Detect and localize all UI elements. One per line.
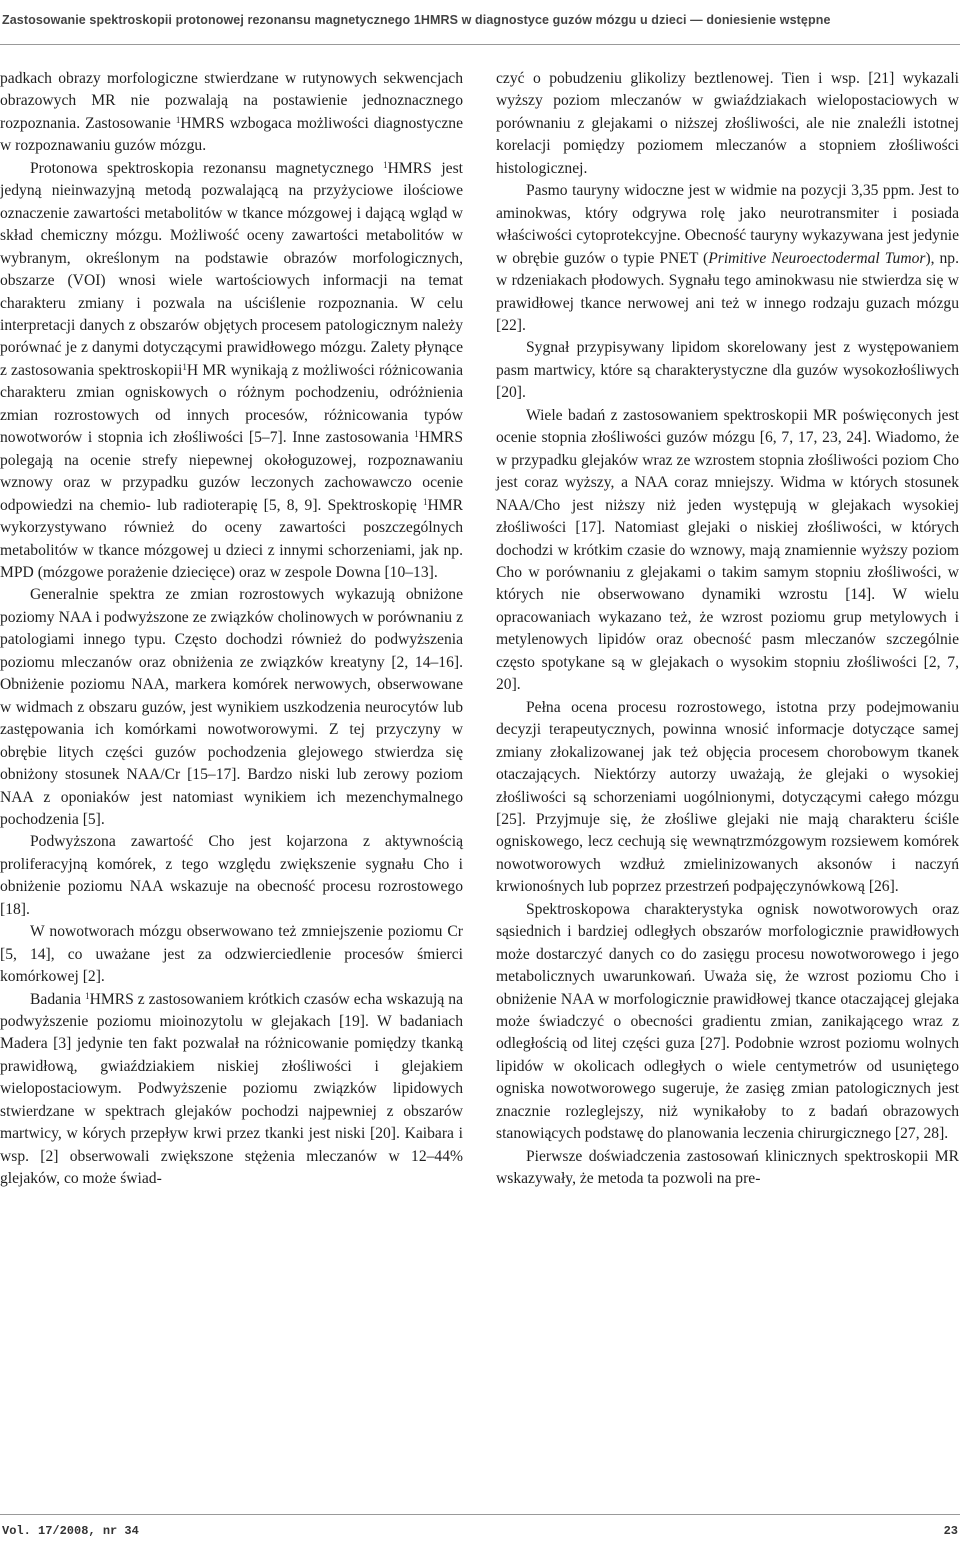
- paragraph: czyć o pobudzeniu glikolizy beztlenowej. Tien i wsp. [21] wykazali wyższy poziom mleczanów w gwiaździakach wielopostaciowych w porównaniu z glejakami o niższej złośliwości, ale nie znaleźli istotnej korelacji pomiędzy poziomem mleczanów a stopniem złośliwości histologicznej.: [496, 70, 959, 177]
- text-run: padkach obrazy morfologiczne stwierdzane w rutynowych sekwencjach obrazowych MR nie pozwalają na postawienie jednoznacznego rozpoznania. Zastosowanie: [0, 70, 463, 132]
- paragraph: Pełna ocena procesu rozrostowego, istotna przy podejmowaniu decyzji terapeutycznych, powinna wnosić informacje dotyczące samej zmiany złokalizowanej jak też objęcia procesem chorobowym tkanek otaczających. Niektórzy autorzy uważają, że glejaki o wysokiej złośliwości są schorzeniami uogólnionymi, dotyczącymi całego mózgu [25]. Przyjmuje się, że złośliwe glejaki nie mają charakteru ściśle ogniskowego, lecz cechują się wewnątrzmózgowym rozsiewem komórek nowotworowych wzdłuż zmielinizowanych aksonów i naczyń krwionośnych lub poprzez przestrzeń podpajęczynówkową [26].: [496, 698, 959, 896]
- right-column: [496, 68, 959, 1191]
- text-run: HMRS polegają na ocenie strefy niepewnej okołoguzowej, rozpoznawaniu wznowy oraz w przypadku guzów leczonych zachowawczo ocenie odpowiedzi na chemio- lub radioterapię [5, 8, 9]. Spektroskopię: [0, 429, 463, 514]
- superscript: 1: [422, 496, 428, 507]
- text-run: HMRS wzbogaca możliwości diagnostyczne w rozpoznawaniu guzów mózgu.: [0, 114, 464, 155]
- superscript: 1: [85, 990, 90, 1001]
- paragraph: W nowotworach mózgu obserwowano też zmniejszenie poziomu Cr [5, 14], co uważane jest za odzwierciedlenie procesów śmierci komórkowej [2].: [0, 923, 463, 986]
- paragraph: [0, 158, 463, 585]
- superscript: 1: [414, 429, 419, 440]
- left-column: [0, 68, 463, 1191]
- text-run: H MR wynikają z możliwości różnicowania charakteru zmian ogniskowych o różnym pochodzeniu, odróżnienia zmian rozrostowych od innych procesów, różnicowania typów nowotworów i stopnia ich złośliwości [5–7]. Inne zastosowania: [0, 361, 463, 447]
- paragraph: Generalnie spektra ze zmian rozrostowych wykazują obniżone poziomy NAA i podwyższone ze związków cholinowych w porównaniu z patologiami innego typu. Często dochodzi również do podwyższenia poziomu mleczanów oraz obniżenia ze związków kreatyny [2, 14–16]. Obniżenie poziomu NAA, markera komórek nerwowych, obserwowane w widmach z obszaru guzów, jest wynikiem uszkodzenia neurocytów lub zastępowania ich komórkami nowotworowymi. Z tej przyczyny w obrębie litych części guzów pochodzenia glejowego stwierdza się obniżony stosunek NAA/Cr [15–17]. Bardzo niski lub zerowy poziom NAA z oponiaków jest natomiast wynikiem ich mezenchymalnego pochodzenia [5].: [0, 586, 463, 828]
- paragraph: Wiele badań z zastosowaniem spektroskopii MR poświęconych jest ocenie stopnia złośliwości guzów mózgu [6, 7, 17, 23, 24]. Wiadomo, że w przypadku glejaków wraz ze wzrostem stopnia złośliwości poziom Cho jest coraz wyższy, a NAA coraz mniejszy. Widma w których stosunek NAA/Cho jest niższy niż jeden występują w glejakach wysokiej złośliwości [17]. Natomiast glejaki o niskiej złośliwości, w których dochodzi w krótkim czasie do wznowy, mają znamiennie wyższy poziom Cho w porównaniu z glejakami o takim samym stopniu złośliwości, w których nie obserwowano dynamiki wzrostu [14]. W wielu opracowaniach wykazano też, że wzrost poziomu grup metylowych i metylenowych lipidów oraz obecność pasm mleczanów szczególnie często spotykane są w glejakach o wysokim stopniu złośliwości [2, 7, 20].: [496, 406, 959, 694]
- paragraph: Pierwsze doświadczenia zastosowań klinicznych spektroskopii MR wskazywały, że metoda ta pozwoli na pre-: [496, 1147, 959, 1188]
- paragraph: [496, 180, 959, 337]
- journal-issue: Vol. 17/2008, nr 34: [2, 1524, 139, 1538]
- italic-term: Primitive Neuroectodermal Tumor: [708, 249, 926, 267]
- superscript: 1: [383, 159, 388, 170]
- text-run: Protonowa spektroskopia rezonansu magnetycznego: [30, 159, 384, 177]
- paragraph: Sygnał przypisywany lipidom skorelowany jest z występowaniem pasm martwicy, które są charakterystyczne dla guzów wysokozłośliwych [20].: [496, 339, 959, 402]
- superscript: 1: [175, 114, 181, 125]
- text-run: Pasmo tauryny widoczne jest w widmie na pozycji 3,35 ppm. Jest to aminokwas, który odgrywa rolę jako neurotransmiter i posiada właściwości cytoprotekcyjne. Obecność tauryny wykazywana jest jedynie w obrębie guzów o typie PNET (: [496, 182, 959, 267]
- footer-rule: [0, 1514, 960, 1515]
- text-run: HMRS jest jedyną nieinwazyjną metodą pozwalającą na przyżyciowe ilościowe oznaczenie zawartości metabolitów w tkance mózgowej i dającą wgląd w skład chemiczny mózgu. Możliwość oceny zawartości metabolitów w wybranym, określonym na podstawie obrazów morfologicznych, obszarze (VOI) wnosi wiele wartościowych informacji na temat charakteru zmiany i pozwala na uściślenie rozpoznania. W celu interpretacji danych z obszarów objętych procesem patologicznym należy porównać je z danymi dotyczącymi prawidłowego mózgu. Zalety płynące z zastosowania spektroskopii: [0, 159, 463, 379]
- running-header: Zastosowanie spektroskopii protonowej rezonansu magnetycznego 1HMRS w diagnostyce guzów mózgu u dzieci — doniesienie wstępne: [2, 13, 831, 27]
- superscript: 1: [182, 361, 187, 372]
- paragraph: [0, 989, 463, 1191]
- header-rule: [0, 44, 960, 45]
- paragraph: Podwyższona zawartość Cho jest kojarzona z aktywnością proliferacyjną komórek, z tego względu zwiększenie sygnału Cho i obniżenie poziomu NAA wskazuje na obecność procesu rozrostowego [18].: [0, 833, 463, 918]
- text-run: HMR wykorzystywano również do oceny zawartości poszczególnych metabolitów w tkance mózgowej u dzieci z innymi schorzeniami, jak np. MPD (mózgowe porażenie dziecięce) oraz w zespole Downa [10–13].: [0, 496, 463, 581]
- text-run: ), np. w rdzeniakach płodowych. Sygnału tego aminokwasu nie stwierdza się w prawidłowej tkance nerwowej ani też w innego rodzaju guzach mózgu [22].: [496, 249, 959, 334]
- text-run: Badania: [30, 990, 86, 1008]
- page-number: 23: [943, 1524, 958, 1538]
- page-footer: [0, 1520, 960, 1540]
- paragraph: Spektroskopowa charakterystyka ognisk nowotworowych oraz sąsiednich i bardziej odległych obszarów morfologicznie prawidłowych może dostarczyć danych co do zasięgu procesu nowotworowego i jego metabolicznych uwarunkowań. Uważa się, że wzrost poziomu Cho i obniżenie NAA w morfologicznie prawidłowej tkance otaczającej glejaka może świadczyć o obecności gradientu zmian, zanikającego wraz z odległością od litej części guza [27]. Podobnie wzrost poziomu wolnych lipidów w okolicach odległych o wiele centymetrów od usuniętego ogniska nowotworowego sugeruje, że zasięg zmian patologicznych jest znacznie rozleglejszy, niż wynikałoby to z badań obrazowych stanowiących podstawę do planowania leczenia chirurgicznego [27, 28].: [496, 900, 959, 1143]
- paragraph: [0, 68, 463, 158]
- text-run: HMRS z zastosowaniem krótkich czasów echa wskazują na podwyższenie poziomu mioinozytolu w glejakach [19]. W badaniach Madera [3] jedynie ten fakt pozwalał na różnicowanie pomiędzy tkanką prawidłową, gwiaździakiem niskiej złośliwości i glejakiem wielopostaciowym. Podwyższenie poziomu związków lipidowych stwierdzane w spektrach glejaków pochodzi najpewniej z obszarów martwicy, w kórych przepływ krwi przez tkanki jest niski [20]. Kaibara i wsp. [2] obserwowali zwiększone stężenia mleczanów w 12–44% glejaków, co może świad-: [0, 990, 463, 1188]
